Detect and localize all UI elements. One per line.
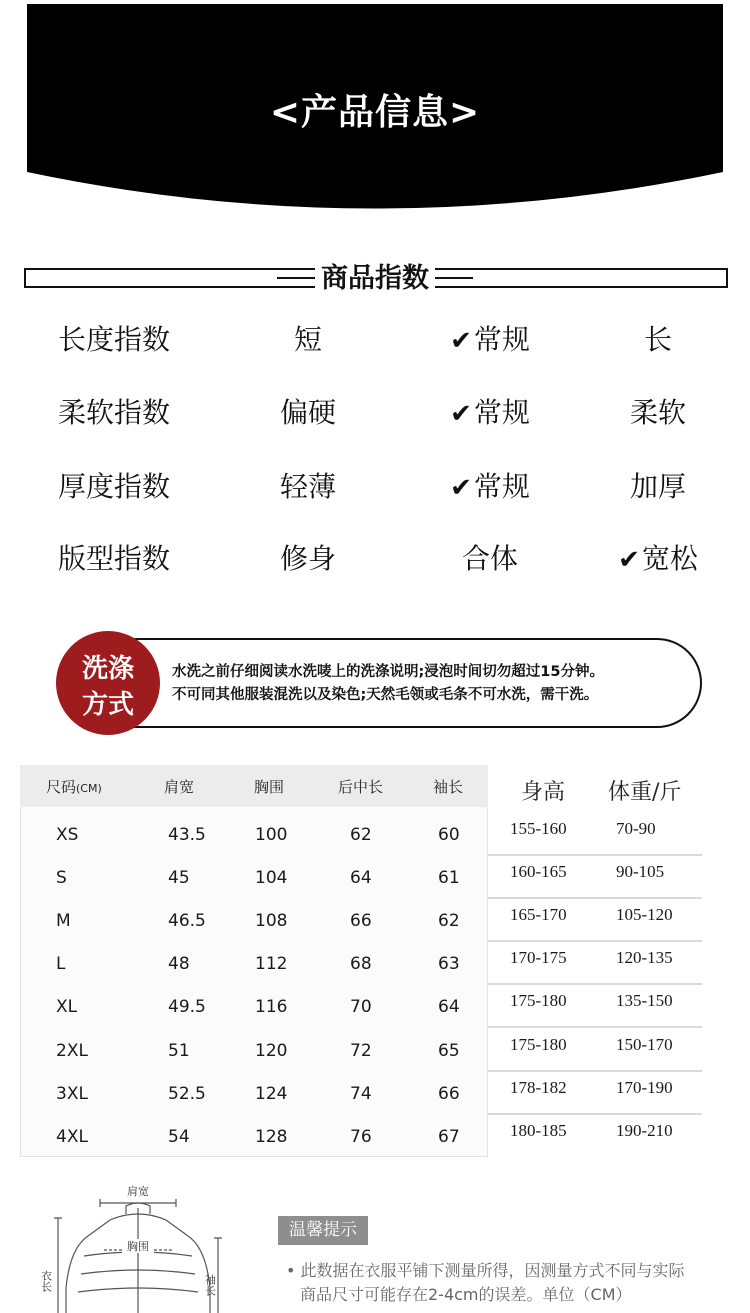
index-option bbox=[250, 537, 366, 577]
row-divider bbox=[488, 897, 702, 899]
index-option bbox=[588, 318, 728, 358]
index-option-label: 偏硬 bbox=[279, 396, 336, 429]
size-cell: 105-120 bbox=[616, 905, 673, 924]
index-row bbox=[0, 537, 750, 577]
header-sleeve: 袖长 bbox=[433, 778, 464, 796]
size-cell: 100 bbox=[255, 825, 288, 845]
size-cell: 60 bbox=[438, 825, 460, 845]
index-option bbox=[588, 391, 728, 431]
size-cell: 68 bbox=[350, 954, 372, 974]
washing-text-line1: 水洗之前仔细阅读水洗唛上的洗涤说明;浸泡时间切勿超过15分钟。 bbox=[172, 664, 604, 680]
index-option-label: 轻薄 bbox=[279, 470, 336, 503]
index-option bbox=[250, 318, 366, 358]
size-cell: 48 bbox=[168, 954, 190, 974]
size-cell: 67 bbox=[438, 1127, 460, 1147]
size-table bbox=[20, 765, 730, 1157]
size-cell: 178-182 bbox=[510, 1078, 567, 1097]
diagram-label-shoulder: 肩宽 bbox=[127, 1185, 149, 1198]
size-cell: 66 bbox=[350, 911, 372, 931]
size-cell: 76 bbox=[350, 1127, 372, 1147]
header-shoulder: 肩宽 bbox=[164, 778, 195, 796]
size-cell: 65 bbox=[438, 1041, 460, 1061]
size-cell: 52.5 bbox=[168, 1084, 206, 1104]
diagram-label-sleeve: 袖长 bbox=[203, 1274, 217, 1296]
washing-text-line2: 不可同其他服装混洗以及染色;天然毛领或毛条不可水洗，需干洗。 bbox=[172, 687, 599, 703]
size-cell: 70-90 bbox=[616, 819, 656, 838]
size-cell: 128 bbox=[255, 1127, 288, 1147]
size-cell: 165-170 bbox=[510, 905, 567, 924]
size-cell: 72 bbox=[350, 1041, 372, 1061]
size-cell: 120 bbox=[255, 1041, 288, 1061]
size-cell: 104 bbox=[255, 868, 288, 888]
size-cell: 64 bbox=[350, 868, 372, 888]
index-option bbox=[410, 391, 570, 431]
index-option-label: 修身 bbox=[279, 542, 336, 575]
tips-line1: • 此数据在衣服平铺下测量所得，因测量方式不同与实际 bbox=[286, 1261, 685, 1280]
size-cell: 90-105 bbox=[616, 862, 665, 881]
size-cell: 160-165 bbox=[510, 862, 567, 881]
size-cell: 45 bbox=[168, 868, 190, 888]
header-weight: 体重/斤 bbox=[608, 780, 682, 805]
size-cell: 170-175 bbox=[510, 948, 567, 967]
index-row bbox=[0, 465, 750, 505]
size-cell: 62 bbox=[438, 911, 460, 931]
header-height: 身高 bbox=[521, 780, 566, 805]
index-row-name: 厚度指数 bbox=[58, 470, 171, 503]
check-mark-icon: ✔ bbox=[450, 473, 472, 503]
size-label: L bbox=[56, 954, 66, 974]
size-cell: 112 bbox=[255, 954, 288, 974]
index-option-label: 宽松 bbox=[641, 542, 698, 575]
tips-badge: 温馨提示 bbox=[278, 1216, 368, 1245]
index-option bbox=[588, 465, 728, 505]
index-row-name: 版型指数 bbox=[58, 542, 171, 575]
size-cell: 175-180 bbox=[510, 991, 567, 1010]
size-cell: 124 bbox=[255, 1084, 288, 1104]
size-cell: 135-150 bbox=[616, 991, 673, 1010]
size-cell: 54 bbox=[168, 1127, 190, 1147]
tips-line2: 商品尺寸可能存在2-4cm的误差。单位（CM） bbox=[300, 1285, 632, 1304]
washing-badge bbox=[56, 631, 160, 735]
size-cell: 150-170 bbox=[616, 1035, 673, 1054]
header-dash-left bbox=[277, 277, 315, 288]
check-mark-icon: ✔ bbox=[450, 326, 472, 356]
index-row bbox=[0, 391, 750, 431]
row-divider bbox=[488, 1070, 702, 1072]
size-label: 2XL bbox=[56, 1041, 88, 1061]
index-option bbox=[410, 318, 570, 358]
size-cell: 61 bbox=[438, 868, 460, 888]
size-table-background bbox=[20, 765, 488, 1157]
index-option bbox=[250, 391, 366, 431]
header-back-length: 后中长 bbox=[338, 778, 384, 796]
size-cell: 63 bbox=[438, 954, 460, 974]
diagram-label-chest: 胸围 bbox=[127, 1240, 149, 1253]
size-cell: 46.5 bbox=[168, 911, 206, 931]
index-row-name: 长度指数 bbox=[58, 323, 171, 356]
header-size: 尺码(CM) bbox=[46, 778, 102, 796]
index-row bbox=[0, 318, 750, 358]
size-cell: 49.5 bbox=[168, 997, 206, 1017]
check-mark-icon: ✔ bbox=[618, 545, 640, 575]
size-label: XL bbox=[56, 997, 78, 1017]
size-cell: 120-135 bbox=[616, 948, 673, 967]
size-cell: 190-210 bbox=[616, 1121, 673, 1140]
size-cell: 43.5 bbox=[168, 825, 206, 845]
size-cell: 116 bbox=[255, 997, 288, 1017]
washing-badge-line1: 洗涤 bbox=[81, 654, 134, 684]
size-label: XS bbox=[56, 825, 79, 845]
index-option-label: 常规 bbox=[473, 470, 530, 503]
page-title: <产品信息> bbox=[269, 92, 481, 133]
section-header bbox=[0, 256, 750, 295]
size-cell: 62 bbox=[350, 825, 372, 845]
index-option bbox=[410, 537, 570, 577]
washing-badge-line2: 方式 bbox=[81, 690, 134, 720]
size-label: S bbox=[56, 868, 67, 888]
index-option-label: 短 bbox=[293, 323, 322, 356]
garment-diagram bbox=[38, 1178, 238, 1313]
size-cell: 51 bbox=[168, 1041, 190, 1061]
size-cell: 74 bbox=[350, 1084, 372, 1104]
index-option-label: 加厚 bbox=[629, 470, 686, 503]
index-option-label: 柔软 bbox=[629, 396, 686, 429]
diagram-label-length: 衣长 bbox=[39, 1270, 53, 1292]
size-cell: 155-160 bbox=[510, 819, 567, 838]
size-label: 4XL bbox=[56, 1127, 88, 1147]
row-divider bbox=[488, 983, 702, 985]
row-divider bbox=[488, 854, 702, 856]
index-option bbox=[250, 465, 366, 505]
size-cell: 66 bbox=[438, 1084, 460, 1104]
header-chest: 胸围 bbox=[254, 778, 285, 796]
row-divider bbox=[488, 1113, 702, 1115]
row-divider bbox=[488, 1026, 702, 1028]
section-title: 商品指数 bbox=[315, 256, 435, 295]
row-divider bbox=[488, 940, 702, 942]
index-option-label: 常规 bbox=[473, 323, 530, 356]
size-cell: 70 bbox=[350, 997, 372, 1017]
index-option-label: 合体 bbox=[461, 542, 518, 575]
size-label: M bbox=[56, 911, 71, 931]
index-option bbox=[410, 465, 570, 505]
index-option bbox=[588, 537, 728, 577]
size-label: 3XL bbox=[56, 1084, 88, 1104]
size-cell: 170-190 bbox=[616, 1078, 673, 1097]
size-cell: 108 bbox=[255, 911, 288, 931]
size-cell: 180-185 bbox=[510, 1121, 567, 1140]
index-option-label: 长 bbox=[643, 323, 672, 356]
check-mark-icon: ✔ bbox=[450, 399, 472, 429]
size-cell: 175-180 bbox=[510, 1035, 567, 1054]
header-dash-right bbox=[435, 277, 473, 288]
index-row-name: 柔软指数 bbox=[58, 396, 171, 429]
size-cell: 64 bbox=[438, 997, 460, 1017]
index-option-label: 常规 bbox=[473, 396, 530, 429]
